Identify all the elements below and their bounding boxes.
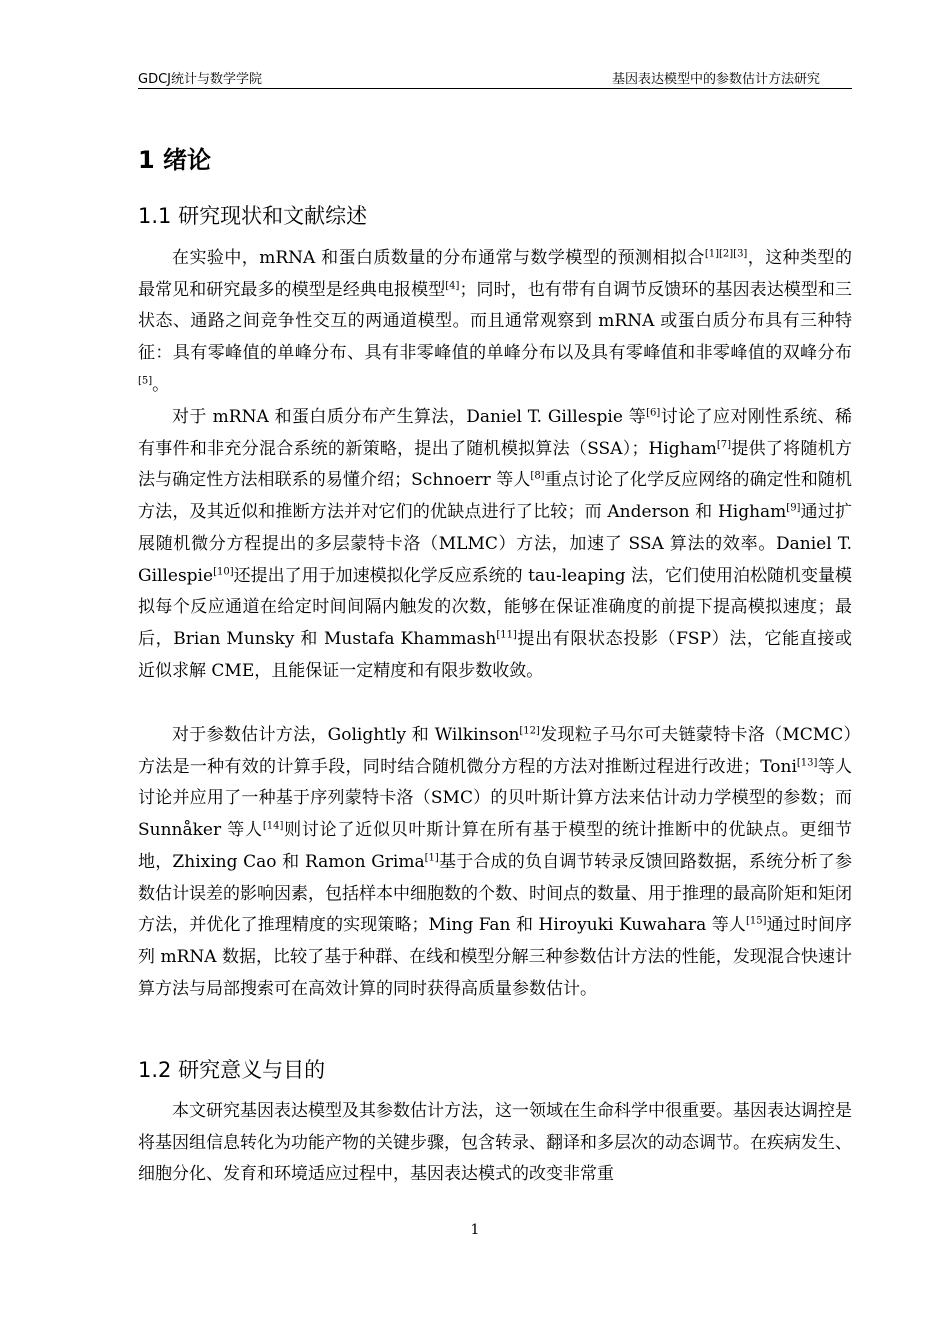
section-1-1-title: 1.1 研究现状和文献综述 [138, 204, 368, 228]
chapter-title: 1 绪论 [138, 146, 212, 174]
page-header [138, 62, 852, 89]
paragraph-1: 在实验中，mRNA 和蛋白质数量的分布通常与数学模型的预测相拟合[1][2][3]，这种类型的最常见和研究最多的模型是经典电报模型[4]；同时，也有带有自调节反馈环的基因表达模型和三状态、通路之间竞争性交互的两通道模型。而且通常观察到 mRNA 或蛋白质分布具有三种特征：具有零峰值的单峰分布、具有非零峰值的单峰分布以及具有零峰值和非零峰值的双峰分布[5]。 [138, 248, 853, 395]
header-institution: GDCJ统计与数学学院 [138, 72, 262, 87]
paragraph-3: 对于参数估计方法，Golightly 和 Wilkinson[12]发现粒子马尔可夫链蒙特卡洛（MCMC）方法是一种有效的计算手段，同时结合随机微分方程的方法对推断过程进行改进；Toni[13]等人讨论并应用了一种基于序列蒙特卡洛（SMC）的贝叶斯计算方法来估计动力学模型的参数；而 Sunnåker 等人[14]则讨论了近似贝叶斯计算在所有基于模型的统计推断中的优缺点。更细节地，Zhixing Cao 和 Ramon Grima[1]基于合成的负自调节转录反馈回路数据，系统分析了参数估计误差的影响因素，包括样本中细胞数的个数、时间点的数量、用于推理的最高阶矩和矩闭方法，并优化了推理精度的实现策略；Ming Fan 和 Hiroyuki Kuwahara 等人[15]通过时间序列 mRNA 数据，比较了基于种群、在线和模型分解三种参数估计方法的性能，发现混合快速计算方法与局部搜索可在高效计算的同时获得高质量参数估计。 [138, 725, 853, 999]
paragraph-2: 对于 mRNA 和蛋白质分布产生算法，Daniel T. Gillespie 等[6]讨论了应对刚性系统、稀有事件和非充分混合系统的新策略，提出了随机模拟算法（SSA）；Higham[7]提供了将随机方法与确定性方法相联系的易懂介绍；Schnoerr 等人[8]重点讨论了化学反应网络的确定性和随机方法，及其近似和推断方法并对它们的优缺点进行了比较；而 Anderson 和 Higham[9]通过扩展随机微分方程提出的多层蒙特卡洛（MLMC）方法，加速了 SSA 算法的效率。Daniel T. Gillespie[10]还提出了用于加速模拟化学反应系统的 tau-leaping 法，它们使用泊松随机变量模拟每个反应通道在给定时间间隔内触发的次数，能够在保证准确度的前提下提高模拟速度；最后，Brian Munsky 和 Mustafa Khammash[11]提出有限状态投影（FSP）法，它能直接或近似求解 CME，且能保证一定精度和有限步数收敛。 [138, 407, 853, 681]
section-1-2-title: 1.2 研究意义与目的 [138, 1058, 326, 1082]
header-thesis-title: 基因表达模型中的参数估计方法研究 [611, 72, 820, 87]
page-number: 1 [470, 1222, 480, 1238]
paragraph-4: 本文研究基因表达模型及其参数估计方法，这一领域在生命科学中很重要。基因表达调控是将基因组信息转化为功能产物的关键步骤，包含转录、翻译和多层次的动态调节。在疾病发生、细胞分化、发育和环境适应过程中，基因表达模式的改变非常重 [138, 1101, 852, 1185]
